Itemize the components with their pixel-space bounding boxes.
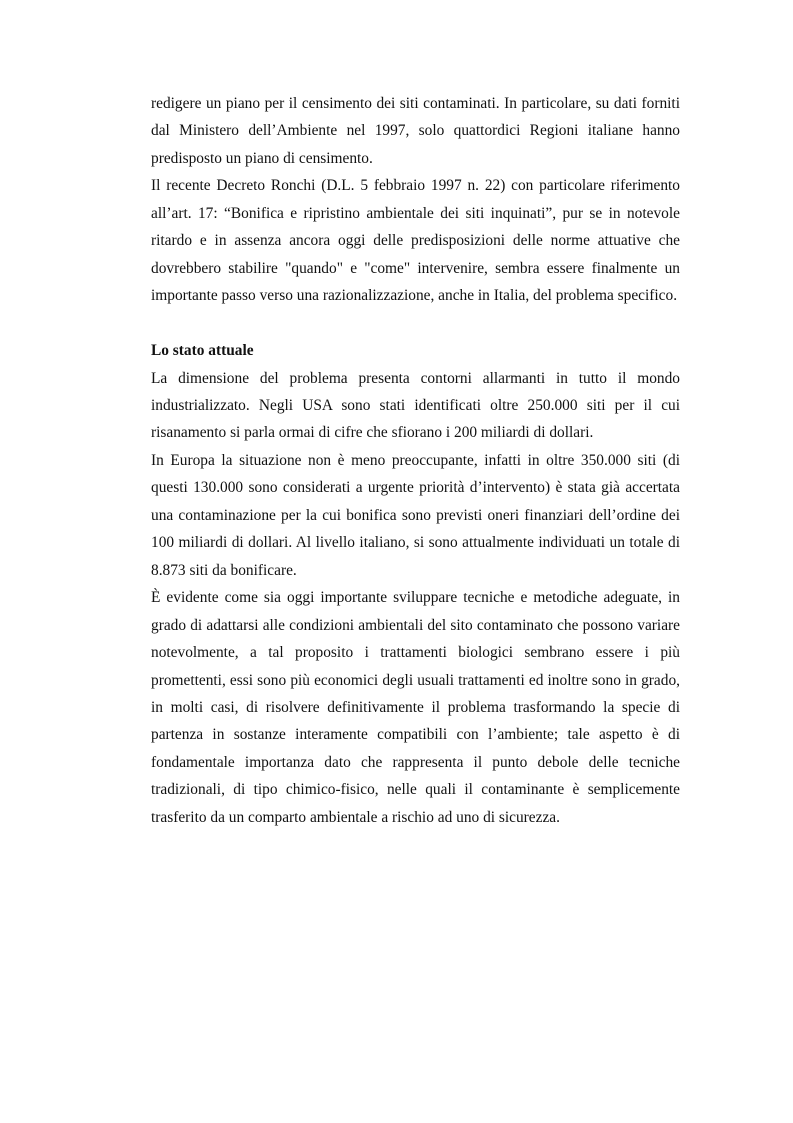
section-heading: Lo stato attuale	[151, 342, 254, 360]
paragraph-decreto-ronchi: Il recente Decreto Ronchi (D.L. 5 febbraio 1997 n. 22) con particolare riferimento all’art. 17: “Bonifica e ripristino ambientale dei siti inquinati”, pur se in notevole ritardo e in assenza ancora oggi delle predisposizioni delle norme attuative che dovrebbero stabilire "quando" e "come" intervenire, sembra essere finalmente un importante passo verso una razionalizzazione, anche in Italia, del problema specifico.	[151, 177, 680, 305]
paragraph-census-plan: redigere un piano per il censimento dei siti contaminati. In particolare, su dati forniti dal Ministero dell’Ambiente nel 1997, solo quattordici Regioni italiane hanno predisposto un piano di censimento.	[151, 95, 680, 167]
document-page	[151, 90, 680, 831]
paragraph-problem-size: La dimensione del problema presenta contorni allarmanti in tutto il mondo industrializzato. Negli USA sono stati identificati oltre 250.000 siti per il cui risanamento si parla ormai di cifre che sfiorano i 200 miliardi di dollari.	[151, 369, 680, 442]
paragraph-biological-treatments: È evidente come sia oggi importante sviluppare tecniche e metodiche adeguate, in grado di adattarsi alle condizioni ambientali del sito contaminato che possono variare notevolmente, a tal proposito i trattamenti biologici sembrano essere i più promettenti, essi sono più economici degli usuali trattamenti ed inoltre sono in grado, in molti casi, di risolvere definitivamente il problema trasformando la specie di partenza in sostanze interamente compatibili con l’ambiente; tale aspetto è di fondamentale importanza dato che rappresenta il punto debole delle tecniche tradizionali, di tipo chimico-fisico, nelle quali il contaminante è semplicemente trasferito da un comparto ambientale a rischio ad uno di sicurezza.	[151, 589, 680, 826]
paragraph-europe: In Europa la situazione non è meno preoccupante, infatti in oltre 350.000 siti (di questi 130.000 sono considerati a urgente priorità d’intervento) è stata già accertata una contaminazione per la cui bonifica sono previsti oneri finanziari dell’ordine dei 100 miliardi di dollari. Al livello italiano, si sono attualmente individuati un totale di 8.873 siti da bonificare.	[151, 451, 680, 579]
paragraph-spacer	[151, 310, 680, 337]
